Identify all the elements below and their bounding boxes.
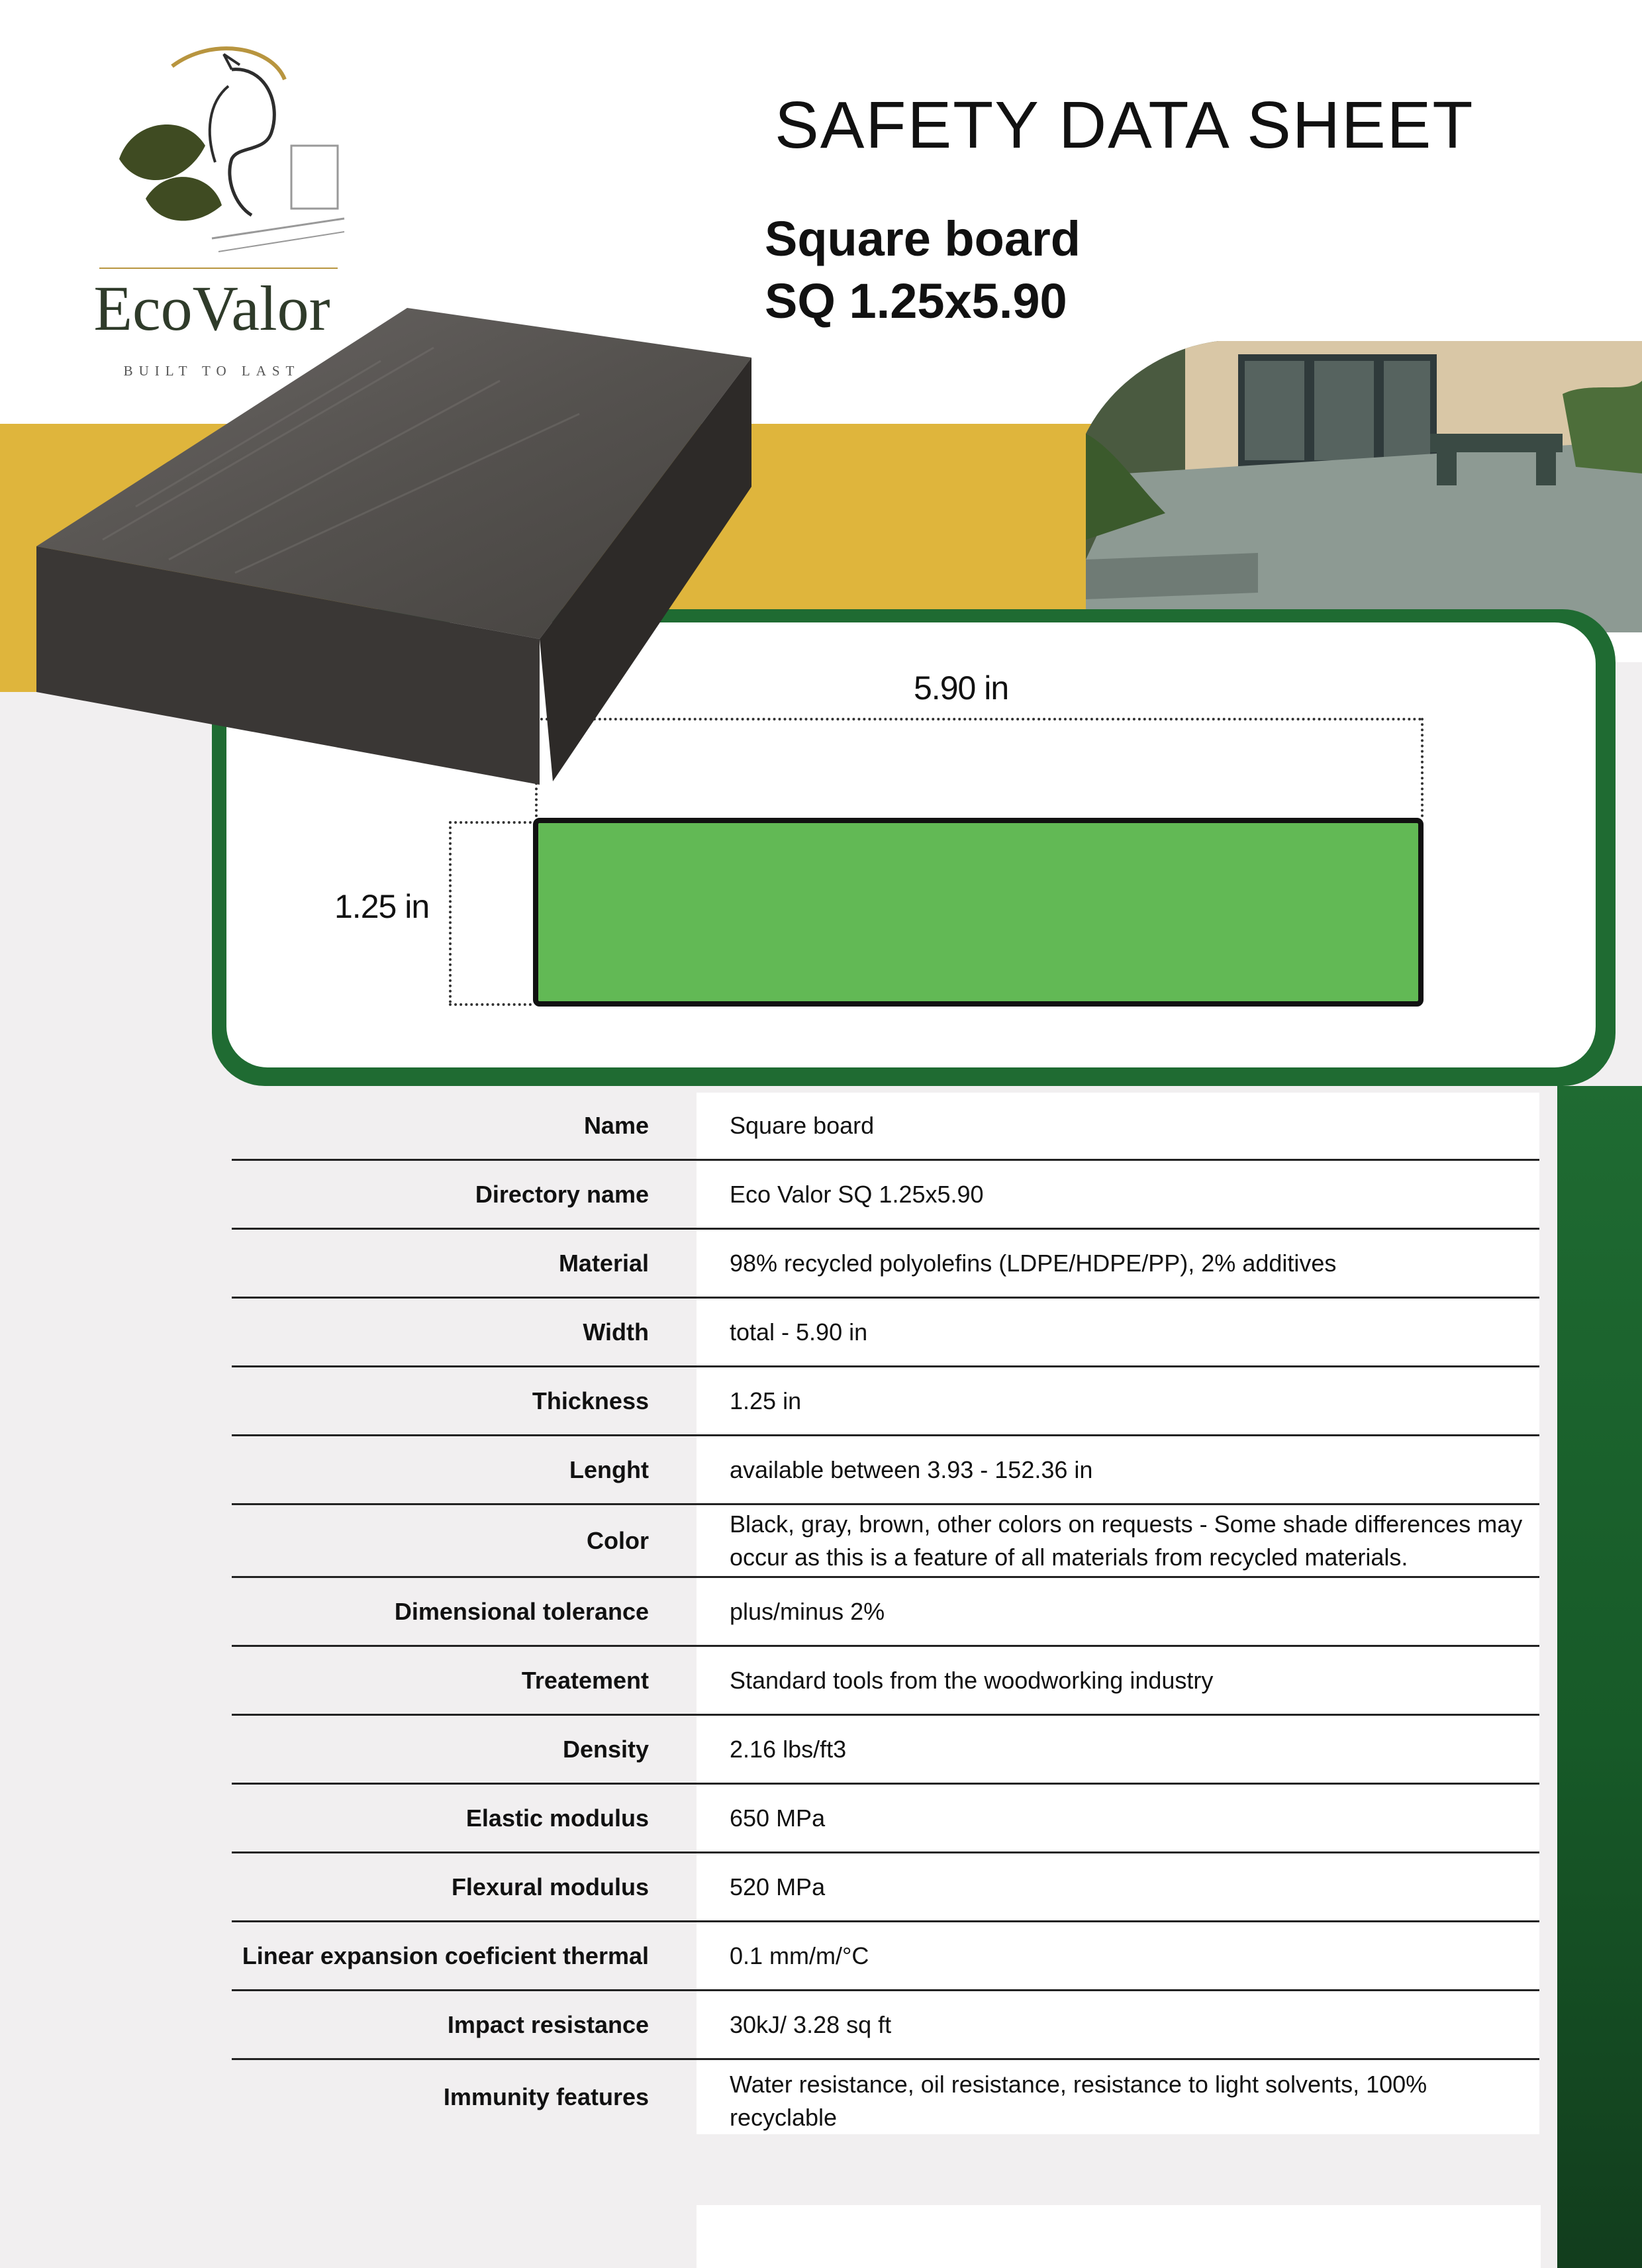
spec-value: total - 5.90 in (697, 1299, 1539, 1365)
spec-value: 0.1 mm/m/°C (697, 1922, 1539, 1989)
spec-label: Width (583, 1318, 649, 1346)
spec-label: Directory name (475, 1180, 649, 1208)
deck-photo (1086, 341, 1642, 632)
spec-label: Color (587, 1526, 649, 1554)
specs-table (232, 1093, 1539, 2134)
table-row (232, 1785, 1539, 1853)
green-side-strip (1557, 1086, 1642, 2268)
spec-value: Square board (697, 1093, 1539, 1159)
spec-label: Linear expansion coeficient thermal (242, 1942, 649, 1969)
logo-tagline: BUILT TO LAST (123, 363, 301, 379)
spec-value: 98% recycled polyolefins (LDPE/HDPE/PP), 2% additives (697, 1230, 1539, 1297)
spec-label: Immunity features (443, 2083, 649, 2110)
spec-value: 650 MPa (697, 1785, 1539, 1851)
table-row (232, 1991, 1539, 2060)
table-row (232, 1853, 1539, 1922)
spec-value: Black, gray, brown, other colors on requests - Some shade differences may occur as this is a feature of all materials from recycled materials. (697, 1505, 1539, 1576)
spec-label: Thickness (532, 1387, 649, 1414)
spec-value: 30kJ/ 3.28 sq ft (697, 1991, 1539, 2058)
table-row (232, 1299, 1539, 1367)
spec-label: Impact resistance (447, 2010, 649, 2038)
table-row (232, 1716, 1539, 1785)
table-row (232, 1436, 1539, 1505)
spec-value: plus/minus 2% (697, 1578, 1539, 1645)
spec-value: 2.16 lbs/ft3 (697, 1716, 1539, 1783)
horse-leaf-emblem-icon (73, 40, 351, 271)
table-row (232, 1922, 1539, 1991)
width-dimension-label: 5.90 in (914, 669, 1009, 707)
table-row (232, 1578, 1539, 1647)
table-row (232, 1367, 1539, 1436)
page-title: SAFETY DATA SHEET (775, 88, 1474, 162)
thickness-extension-bottom (449, 1003, 532, 1006)
thickness-dimension-label: 1.25 in (334, 888, 430, 925)
spec-label: Elastic modulus (465, 1804, 649, 1832)
spec-label: Lenght (569, 1455, 649, 1483)
table-row (232, 1093, 1539, 1161)
board-cross-section (533, 818, 1424, 1007)
thickness-dimension-line (449, 821, 452, 1003)
width-extension-right (1421, 718, 1424, 817)
logo-wordmark: EcoValor (93, 273, 330, 344)
table-row (232, 1647, 1539, 1716)
eco-valor-logo (73, 40, 351, 379)
spec-value: Water resistance, oil resistance, resistance to light solvents, 100% recyclable (697, 2060, 1539, 2134)
table-row (232, 2060, 1539, 2134)
spec-label: Flexural modulus (451, 1873, 649, 1900)
table-value-column-tail (697, 2205, 1541, 2268)
board-photo (36, 308, 751, 785)
table-row (232, 1505, 1539, 1578)
spec-label: Name (583, 1112, 649, 1139)
spec-value: available between 3.93 - 152.36 in (697, 1436, 1539, 1503)
product-code: SQ 1.25x5.90 (765, 273, 1067, 328)
thickness-extension-top (449, 821, 532, 824)
spec-value: Eco Valor SQ 1.25x5.90 (697, 1161, 1539, 1228)
product-name: Square board (765, 211, 1081, 266)
table-row (232, 1230, 1539, 1299)
spec-label: Density (562, 1735, 649, 1763)
spec-label: Treatement (521, 1666, 649, 1694)
spec-value: 1.25 in (697, 1367, 1539, 1434)
spec-label: Dimensional tolerance (394, 1597, 649, 1625)
table-row (232, 1161, 1539, 1230)
spec-value: 520 MPa (697, 1853, 1539, 1920)
spec-value: Standard tools from the woodworking industry (697, 1647, 1539, 1714)
spec-label: Material (558, 1249, 649, 1277)
